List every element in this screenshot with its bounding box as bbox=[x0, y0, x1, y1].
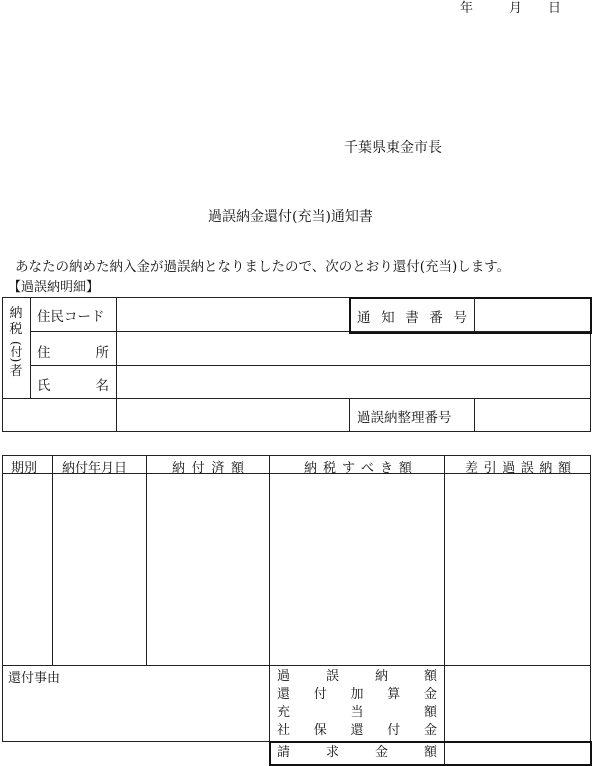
issuer-name: 千葉県東金市長 bbox=[344, 140, 442, 156]
net-overpayment-char-6: 額 bbox=[557, 461, 571, 476]
refund-reason-label: 還付事由 bbox=[8, 671, 61, 686]
payer-label-char-1: 納 bbox=[9, 306, 23, 321]
summary-overpayment-char-2: 誤 bbox=[325, 669, 339, 684]
summary-social-char-1: 社 bbox=[277, 723, 291, 738]
name-label bbox=[37, 374, 109, 394]
net-overpayment-char-1: 差 bbox=[465, 461, 479, 476]
notice-number-label bbox=[357, 306, 467, 326]
summary-interest-char-5: 金 bbox=[423, 687, 437, 702]
net-overpayment-char-3: 過 bbox=[502, 461, 516, 476]
column-tax-due bbox=[304, 457, 412, 476]
summary-overpayment-char-3: 納 bbox=[374, 669, 388, 684]
net-overpayment-char-4: 誤 bbox=[520, 461, 534, 476]
tax-due-char-3: す bbox=[341, 461, 355, 476]
claim-char-3: 金 bbox=[374, 745, 388, 760]
tax-due-char-5: き bbox=[379, 461, 393, 476]
summary-allocated-char-2: 当 bbox=[350, 705, 364, 720]
summary-interest-char-2: 付 bbox=[313, 687, 327, 702]
date-year-label: 年 bbox=[460, 1, 474, 16]
summary-interest-char-3: 加 bbox=[350, 687, 364, 702]
summary-overpayment-char-4: 額 bbox=[423, 669, 437, 684]
notice-number-label-char-4: 番 bbox=[429, 310, 443, 326]
summary-social-char-2: 保 bbox=[313, 723, 327, 738]
payer-label-char-3: (付) bbox=[9, 341, 23, 363]
claim-char-1: 請 bbox=[277, 745, 291, 760]
paid-amount-char-2: 付 bbox=[191, 461, 205, 476]
summary-interest-char-4: 算 bbox=[387, 687, 401, 702]
tax-due-char-1: 納 bbox=[304, 461, 318, 476]
column-period: 期別 bbox=[11, 461, 38, 476]
summary-social-char-3: 還 bbox=[350, 723, 364, 738]
summary-row-refund-interest bbox=[277, 686, 437, 704]
payer-label-char-4: 者 bbox=[9, 364, 23, 379]
column-payment-date: 納付年月日 bbox=[62, 461, 128, 476]
net-overpayment-char-5: 納 bbox=[539, 461, 553, 476]
payer-label-char-2: 税 bbox=[9, 322, 23, 337]
column-net-overpayment bbox=[465, 457, 571, 476]
paid-amount-char-4: 額 bbox=[230, 461, 244, 476]
name-label-char-1: 氏 bbox=[37, 378, 51, 394]
summary-social-char-4: 付 bbox=[387, 723, 401, 738]
summary-interest-char-1: 還 bbox=[277, 687, 291, 702]
claim-char-2: 求 bbox=[325, 745, 339, 760]
tax-due-char-2: 税 bbox=[322, 461, 336, 476]
document-title: 過誤納金還付(充当)通知書 bbox=[208, 209, 373, 225]
notice-number-label-char-2: 知 bbox=[381, 310, 395, 326]
column-paid-amount bbox=[172, 457, 244, 476]
claim-amount-label bbox=[277, 744, 437, 762]
date-month-label: 月 bbox=[509, 1, 523, 16]
paid-amount-char-1: 納 bbox=[172, 461, 186, 476]
summary-allocated-char-1: 充 bbox=[277, 705, 291, 720]
tax-due-char-6: 額 bbox=[398, 461, 412, 476]
summary-row-allocated bbox=[277, 704, 437, 722]
intro-text: あなたの納めた納入金が過誤納となりましたので、次のとおり還付(充当)します。 bbox=[15, 259, 511, 275]
address-label-char-2: 所 bbox=[95, 345, 109, 361]
net-overpayment-char-2: 引 bbox=[483, 461, 497, 476]
overpayment-ref-label: 過誤納整理番号 bbox=[357, 410, 452, 426]
resident-code-label: 住民コード bbox=[37, 309, 105, 325]
notice-number-label-char-5: 号 bbox=[453, 310, 467, 326]
details-heading: 【過誤納明細】 bbox=[8, 280, 100, 295]
summary-row-social-insurance bbox=[277, 722, 437, 740]
claim-char-4: 額 bbox=[423, 745, 437, 760]
paid-amount-char-3: 済 bbox=[211, 461, 225, 476]
summary-allocated-char-3: 額 bbox=[423, 705, 437, 720]
address-label bbox=[37, 341, 109, 361]
payer-vertical-label bbox=[6, 307, 26, 381]
date-day-label: 日 bbox=[548, 1, 562, 16]
summary-row-overpayment bbox=[277, 668, 437, 686]
summary-social-char-5: 金 bbox=[423, 723, 437, 738]
address-label-char-1: 住 bbox=[37, 345, 51, 361]
tax-due-char-4: べ bbox=[360, 461, 374, 476]
name-label-char-2: 名 bbox=[95, 378, 109, 394]
notice-number-label-char-3: 書 bbox=[405, 310, 419, 326]
summary-overpayment-char-1: 過 bbox=[277, 669, 291, 684]
notice-number-label-char-1: 通 bbox=[357, 310, 371, 326]
